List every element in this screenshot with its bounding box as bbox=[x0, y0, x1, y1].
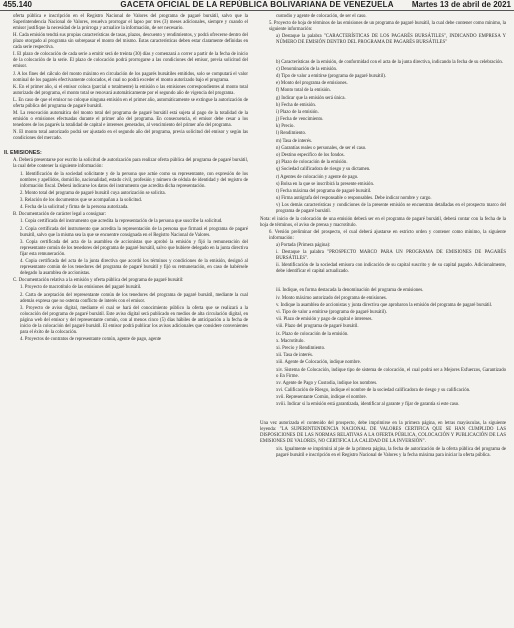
paragraph: N. El monto total autorizado podrá ser ajustado en el segundo año del programa, previa solicitud del emisor y según las condiciones del mercado. bbox=[13, 130, 248, 142]
paragraph: xiv. Sistema de Colocación, indique tipo de sistema de colocación, el cual podrá ser a Mejores Esfuerzos, Garantizado o En Firme. bbox=[276, 367, 506, 379]
paragraph: vi. Tipo de valor a emitirse (programa de pagaré bursátil). bbox=[276, 310, 387, 315]
left-column-lower bbox=[4, 158, 248, 343]
paragraph: H. Cada emisión tendrá sus propias características de tasas, plazos, descuento y rendimientos, y podrá ofrecerse dentro del plazo otorgado al programa sin sobrepasar el monto del mismo. Estas características deben estar claramente definidas en cada serie respectiva. bbox=[13, 33, 248, 51]
paragraph: o) Destino específico de los fondos. bbox=[276, 153, 345, 158]
paragraph: 1. Identificación de la sociedad solicitante y de la persona que actúe como su representante, con expresión de los nombres y apellidos, domicilio, nacionalidad, estado civil, profesión y número de cédula de identidad y del registro de información fiscal. Deberá indicarse los datos del instrumento que acredita dicha representación. bbox=[20, 171, 248, 189]
paragraph: 3. Copia certificada del acta de la asamblea de accionistas que aprobó la emisión y fijó la remuneración del representante común de los tenedores del programa de pagaré bursátil, salvo que hubiere delegado en la junta directiva fijar esta remuneración. bbox=[20, 239, 248, 257]
paragraph-spacer bbox=[260, 48, 506, 60]
paragraph: 2. Carta de aceptación del representante común de los tenedores del programa de pagaré bursátil, mediante la cual además expresa que no ostenta conflicto de interés con el emisor. bbox=[20, 292, 248, 304]
paragraph: 2. Monto total del programa de pagaré bursátil cuya autorización se solicita. bbox=[20, 190, 166, 196]
paragraph: f) Monto total de la emisión. bbox=[276, 88, 331, 94]
paragraph: 2. Copia certificada del instrumento que acredita la representación de la persona que firmará el programa de pagaré bursátil, salvo que la misma sea la que se encuentre consignada en el Registro Nacional de Valores. bbox=[20, 226, 248, 238]
page-number: 455.140 bbox=[3, 0, 32, 9]
paragraph: 1. Copia certificada del instrumento que acredita la representación de la persona que suscribe la solicitud. bbox=[20, 219, 223, 225]
right-column-body bbox=[260, 14, 506, 459]
paragraph: 1. Proyecto de macrotítulo de las emisiones del pagaré bursátil. bbox=[20, 285, 142, 291]
paragraph: m) Tasa de interés. bbox=[276, 138, 313, 144]
paragraph: l) Rendimiento. bbox=[276, 131, 307, 137]
paragraph: 3. Proyecto de aviso digital, mediante el cual se hará del conocimiento público la oferta que se realizará a la colocación del programa de pagaré bursátil. Este aviso digital será publicado en medios de alta circulación digital, en página web del emisor y del representante común, con al menos cinco (5) días hábiles de anticipación a la fecha de inicio de la colocación del pagaré bursátil. El emisor podrá publicar los avisos adicionales que considere convenientes para el éxito de la colocación. bbox=[20, 305, 248, 335]
paragraph: iii. Indique, en forma destacada la denominación del programa de emisiones. bbox=[276, 288, 424, 294]
gazette-header bbox=[0, 0, 514, 11]
paragraph: i. Destaque la palabra "PROSPECTO MARCO PARA UN PROGRAMA DE EMISIONES DE PAGARÉS BURSÁTILES". bbox=[276, 250, 506, 262]
paragraph: h) Fecha de emisión. bbox=[276, 102, 316, 108]
paragraph: e) Monto del programa de emisiones. bbox=[276, 81, 348, 87]
paragraph-spacer bbox=[260, 276, 506, 288]
paragraph: v) Los demás características y condiciones de la presente emisión se encuentran detalladas en el prospecto marco del programa de pagaré bursátil. bbox=[276, 203, 506, 215]
paragraph: viii. Plazo del programa de pagaré bursátil. bbox=[276, 324, 359, 330]
paragraph: a) Destaque la palabra "CARACTERÍSTICAS DE LOS PAGARÉS BURSÁTILES", INDICANDO EMPRESA Y NÚMERO DE EMISIÓN DENTRO DEL PROGRAMA DE PAGARÉS BURSÁTILES" bbox=[276, 34, 506, 46]
paragraph: x. Macrotítulo. bbox=[276, 338, 305, 344]
paragraph: j) Fecha de vencimiento. bbox=[276, 117, 324, 123]
paragraph-spacer bbox=[260, 409, 506, 421]
paragraph: c) Denominación de la emisión. bbox=[276, 66, 338, 72]
paragraph: A. Deberá presentarse por escrito la solicitud de autorización para realizar oferta pública del programa de pagaré bursátil, la cual debe contener la siguiente información: bbox=[13, 158, 248, 170]
paragraph: M. La renovación automática del monto total del programa de pagaré bursátil está sujeta al pago de la totalidad de la emisión o emisiones efectuadas durante el primer año del programa. En consecuencia, el emisor debe cesar a los tenedores de los pagarés la totalidad de capital e intereses generados, al vencimiento del primer año del programa. bbox=[13, 111, 248, 129]
paragraph: K. En el primer año, si el emisor coloca (parcial o totalmente) la emisión o las emisiones correspondientes al monto total autorizado del programa, el monto total se renovará automáticamente por el segundo año de vigencia del programa. bbox=[13, 84, 248, 96]
issue-date: Martes 13 de abril de 2021 bbox=[411, 0, 511, 9]
paragraph: n) Garantías reales o personales, de ser el caso. bbox=[276, 145, 367, 151]
paragraph: k) Precio. bbox=[276, 124, 295, 130]
paragraph: J. A los fines del cálculo del monto máximo en circulación de los pagarés bursátiles emitidos, solo se computará el valor nominal de los pagarés efectivamente colocados, el cual no podrá exceder el monto autorizado bajo el programa. bbox=[13, 71, 248, 83]
paragraph: ii. Identificación de la sociedad emisora con indicación de su capital suscrito y de su capital pagado. Adicionalmente, debe identificar el capital actualizado. bbox=[276, 263, 506, 275]
paragraph: v. Indique la asamblea de accionistas y junta directiva que aprobaron la emisión del programa de pagaré bursátil. bbox=[276, 302, 493, 308]
section-title-emisiones: II. EMISIONES: bbox=[4, 150, 42, 157]
paragraph: 6. Versión preliminar del prospecto, el cual deberá ajustarse en estricto orden y contener como mínimo, la siguiente información: bbox=[269, 229, 506, 241]
paragraph: xix. Igualmente se imprimirá al pie de la primera página, la fecha de autorización de la oferta pública del programa de pagaré bursátil e inscripción en el Registro Nacional de Valores y la fecha máxima para iniciar la oferta pública. bbox=[276, 446, 506, 458]
paragraph: 4. Fecha de la solicitud y firma de la persona autorizada. bbox=[20, 205, 129, 211]
paragraph: C. Documentación relativa a la emisión y oferta pública del programa de pagaré bursátil: bbox=[13, 278, 184, 284]
paragraph: 4. Proyectos de contratos de representante común, agente de pago, agente bbox=[20, 336, 162, 342]
paragraph: d) Tipo de valor a emitirse (programa de pagaré bursátil). bbox=[276, 73, 387, 79]
right-column bbox=[260, 14, 506, 460]
paragraph: I. El plazo de colocación de cada serie a emitir será de treinta (30) días y comenzará a correr a partir de la fecha de inicio de la colocación de la serie. El plazo de colocación podrá prorrogarse a las condiciones del emisor, previa solicitud del emisor. bbox=[13, 52, 248, 70]
paragraph: xii. Tasa de interés. bbox=[276, 353, 314, 359]
paragraph: q) Sociedad calificadora de riesgo y su dictamen. bbox=[276, 167, 371, 173]
paragraph: xvii. Representante Común, indique el nombre. bbox=[276, 395, 367, 401]
paragraph: iv. Monto máximo autorizado del programa de emisiones. bbox=[276, 295, 387, 301]
paragraph: 4. Copia certificada del acta de la junta directiva que acordó los términos y condiciones de la emisión, designó al representante común de los tenedores del programa de pagaré bursátil y fijó su remuneración, en caso de habérsele delegado la asamblea de accionistas. bbox=[20, 259, 248, 276]
paragraph: B. Documentación de carácter legal a consignar: bbox=[13, 212, 107, 218]
paragraph: xiii. Agente de Colocación, indique nombre. bbox=[276, 360, 361, 366]
paragraph: Una vez autorizada el contenido del prospecto, debe imprimirse en la primera página, en letras mayúsculas, la siguiente leyenda: "LA SUPERINTENDENCIA NACIONAL DE VALORES CERTIFICA QUE SE HAN CUMPLIDO LAS DISPOSICIONES DE LAS NORMAS RELATIVAS A LA OFERTA PÚBLICA, COLOCACIÓN Y PUBLICACIÓN DE LAS EMISIONES DE VALORES, NO CERTIFICA LA CALIDAD DE LA INVERSIÓN". bbox=[260, 421, 506, 445]
paragraph: i) Plazo de la emisión. bbox=[276, 109, 319, 115]
paragraph: oferta pública e inscripción en el Registro Nacional de Valores del programa de pagaré bursátil, salvo que la Superintendencia Nacional de Valores, resuelva prorrogar el lapso por tres (3) meses adicionales, siempre y cuando el emisor justifique la necesidad de la prórroga y actualice la información, de ser necesario. bbox=[13, 14, 248, 31]
paragraph: xviii. Indicar si la emisión está garantizada, identificar al garante y fijar de garantía si este caso. bbox=[276, 402, 460, 408]
paragraph: g) Indicar que la emisión será única. bbox=[276, 95, 346, 101]
left-column-upper bbox=[4, 14, 248, 142]
paragraph: u) Firma autógrafa del responsable o responsables. Debe indicar nombre y cargo. bbox=[276, 196, 432, 202]
paragraph: s) Bolsa en la que se inscribirá la presente emisión. bbox=[276, 181, 375, 187]
paragraph: p) Plazo de colocación de la emisión. bbox=[276, 160, 348, 166]
paragraph: Nota: el inicio de la colocación de una emisión deberá ser en el programa de pagaré bursátil, deberá contar con la fecha de la hoja de términos, el aviso de prensa y macrotítulo. bbox=[260, 216, 506, 228]
paragraph: 3. Relación de los documentos que se acompañan a la solicitud. bbox=[20, 197, 143, 203]
paragraph: t) Fecha máxima del programa de pagaré bursátil. bbox=[276, 188, 372, 194]
paragraph: xvi. Calificación de Riesgo, indique el nombre de la sociedad calificadora de riesgo y su calificación. bbox=[276, 387, 471, 393]
paragraph: b) Características de la emisión, de conformidad con el acta de la junta directiva, indicando la fecha de su celebración. bbox=[276, 59, 503, 65]
paragraph: r) Agentes de colocación y agente de pago. bbox=[276, 174, 359, 180]
paragraph: xv. Agente de Pago y Custodia, indique los nombres. bbox=[276, 380, 378, 386]
paragraph: xi. Precio y Rendimiento. bbox=[276, 345, 326, 351]
paragraph: a) Portada (Primera página): bbox=[276, 242, 331, 248]
paragraph: 5. Proyecto de hoja de términos de las emisiones de un programa de pagaré bursátil, la cual debe contener como mínimo, la siguiente información: bbox=[269, 21, 506, 33]
paragraph: ix. Plazo de colocación de la emisión. bbox=[276, 331, 349, 337]
gazette-title: GACETA OFICIAL DE LA REPÚBLICA BOLIVARIANA DE VENEZUELA bbox=[120, 0, 394, 9]
paragraph: L. En caso de que el emisor no coloque ninguna emisión en el primer año, automáticamente se extingue la autorización de oferta pública del programa de pagaré bursátil. bbox=[13, 97, 248, 109]
paragraph: custodio y agente de colocación, de ser el caso. bbox=[276, 14, 367, 19]
paragraph: vii. Plazo de emisión y pago de capital e intereses. bbox=[276, 317, 373, 323]
left-column bbox=[4, 14, 248, 344]
